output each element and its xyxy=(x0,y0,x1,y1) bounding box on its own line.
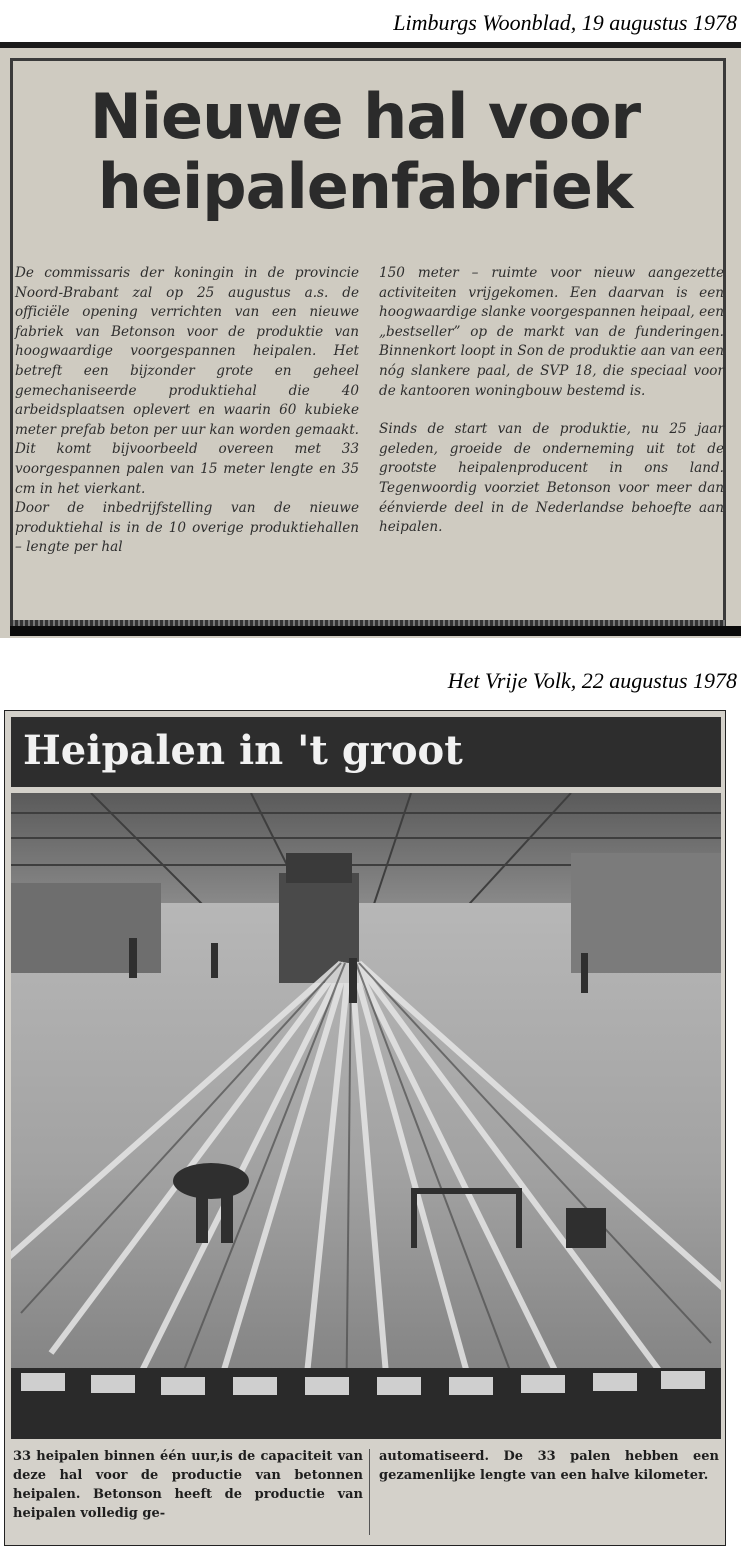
photo-caption-column-1: 33 heipalen binnen één uur,is de capaciteit van deze hal voor de productie van betonnen heipalen. Betonson heeft de productie van heipalen volledig ge- xyxy=(13,1449,363,1521)
section-divider xyxy=(10,626,741,636)
banner-headline: Heipalen in 't groot xyxy=(23,727,463,774)
photo-caption-column-2: automatiseerd. De 33 palen hebben een gezamenlijke lengte van een halve kilometer. xyxy=(379,1449,719,1483)
source-caption-het-vrije-volk: Het Vrije Volk, 22 augustus 1978 xyxy=(447,668,737,693)
article-column-2 xyxy=(379,264,724,538)
article-paragraph: Door de inbedrijfstelling van de nieuwe produktiehal is in de 10 overige produktiehallen – lengte per hal xyxy=(15,500,359,556)
newspaper-clipping-1 xyxy=(0,42,741,638)
factory-hall-photo xyxy=(11,793,721,1439)
article-paragraph: 150 meter – ruimte voor nieuw aangezette activiteiten vrijgekomen. Een daarvan is een hoogwaardige slanke voorgespannen heipaal, een „bestseller” op de markt van de funderingen. Binnenkort loopt in Son de produktie aan van een nóg slankere paal, de SVP 18, die speciaal voor de kantooren woningbouw bestemd is. xyxy=(379,265,724,399)
headline-line-2: heipalenfabriek xyxy=(97,150,633,223)
article-column-1 xyxy=(15,264,359,558)
article-banner xyxy=(11,717,721,787)
article-headline xyxy=(20,82,710,222)
article-paragraph: De commissaris der koningin in de provincie Noord-Brabant zal op 25 augustus a.s. de officiële opening verrichten van een nieuwe fabriek van Betonson voor de produktie van hoogwaardige voorgespannen heipalen. Het betreft een bijzonder grote en geheel gemechaniseerde produktiehal die 40 arbeidsplaatsen oplevert en waarin 60 kubieke meter prefab beton per uur kan worden gemaakt. Dit komt bijvoorbeeld overeen met 33 voorgespannen palen van 15 meter lengte en 35 cm in het vierkant. xyxy=(15,265,359,497)
article-paragraph: Sinds de start van de produktie, nu 25 jaar geleden, groeide de onderneming uit tot de grootste heipalenproducent in ons land. Tegenwoordig voorziet Betonson voor meer dan éénvierde deel in de Nederlandse behoefte aan heipalen. xyxy=(379,421,724,536)
headline-line-1: Nieuwe hal voor xyxy=(89,80,641,153)
caption-column-divider xyxy=(369,1449,370,1535)
newspaper-clipping-2 xyxy=(4,710,726,1546)
source-caption-limburgs-woonblad: Limburgs Woonblad, 19 augustus 1978 xyxy=(393,10,737,35)
factory-hall-photo-illustration xyxy=(11,793,721,1439)
